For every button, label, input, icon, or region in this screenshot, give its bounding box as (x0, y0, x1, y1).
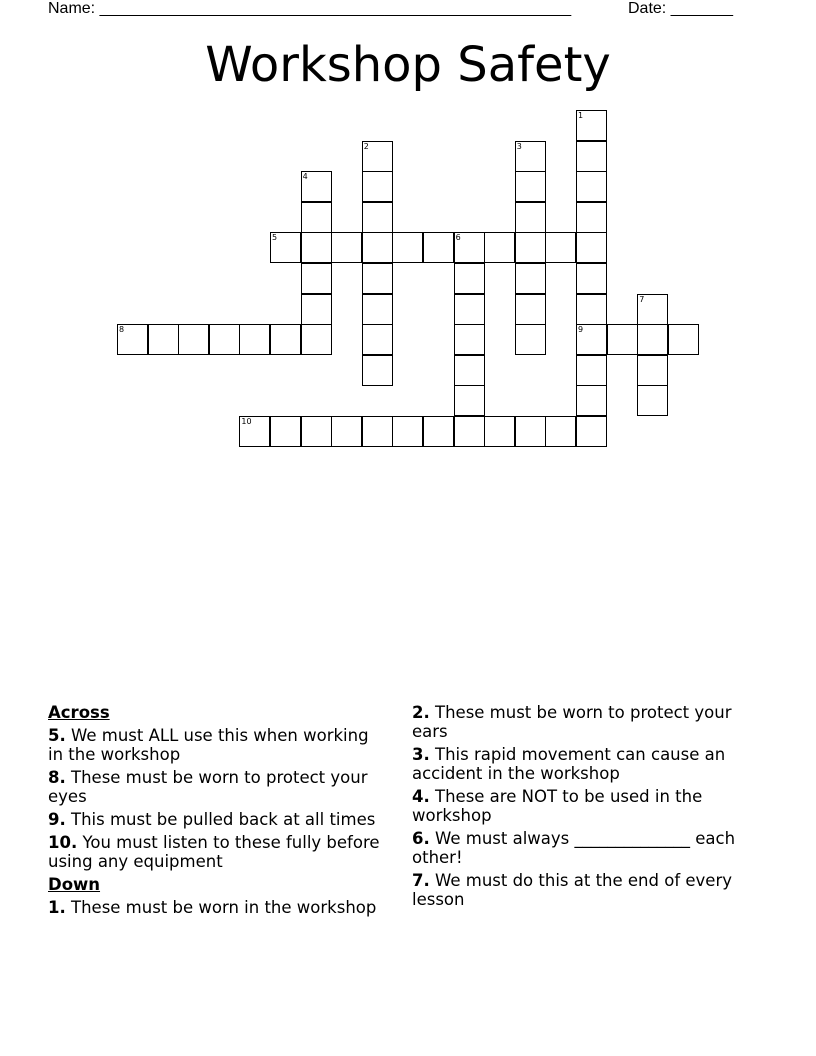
clue-number: 10 (241, 417, 252, 426)
grid-cell[interactable] (576, 324, 607, 355)
clue-across-8: 8. These must be worn to protect your eyes (48, 768, 368, 806)
clue-down-1: 1. These must be worn in the workshop (48, 898, 377, 917)
grid-cell[interactable] (637, 324, 668, 355)
grid-cell[interactable] (637, 294, 668, 325)
grid-cell[interactable] (637, 385, 668, 416)
clue-down-4: 4. These are NOT to be used in the workshop (412, 787, 703, 825)
grid-cell[interactable] (454, 263, 485, 294)
grid-cell[interactable] (545, 232, 576, 263)
clue-number: 5 (272, 233, 278, 243)
crossword-grid (0, 0, 816, 460)
grid-cell[interactable] (362, 263, 393, 294)
grid-cell[interactable] (362, 324, 393, 355)
grid-cell[interactable] (178, 324, 209, 355)
grid-cell[interactable] (637, 355, 668, 386)
grid-cell[interactable] (301, 232, 332, 263)
grid-cell[interactable] (239, 324, 270, 355)
grid-cell[interactable] (239, 416, 270, 447)
clues-right-column (412, 703, 752, 913)
grid-cell[interactable] (515, 232, 546, 263)
grid-cell[interactable] (576, 294, 607, 325)
grid-cell[interactable] (362, 416, 393, 447)
grid-cell[interactable] (301, 263, 332, 294)
clue-across-10: 10. You must listen to these fully before using any equipment (48, 833, 380, 871)
grid-cell[interactable] (484, 232, 515, 263)
grid-cell[interactable] (301, 294, 332, 325)
grid-cell[interactable] (515, 294, 546, 325)
grid-cell[interactable] (454, 324, 485, 355)
grid-cell[interactable] (117, 324, 148, 355)
grid-cell[interactable] (515, 416, 546, 447)
grid-cell[interactable] (331, 232, 362, 263)
date-field[interactable]: Date: _______ (628, 0, 733, 17)
clue-number: 8 (119, 325, 125, 335)
grid-cell[interactable] (270, 324, 301, 355)
grid-cell[interactable] (362, 202, 393, 233)
clue-across-9: 9. This must be pulled back at all times (48, 810, 376, 829)
grid-cell[interactable] (576, 110, 607, 141)
grid-cell[interactable] (484, 416, 515, 447)
grid-cell[interactable] (576, 355, 607, 386)
clue-number: 4 (302, 172, 308, 182)
grid-cell[interactable] (209, 324, 240, 355)
grid-cell[interactable] (270, 232, 301, 263)
grid-cell[interactable] (392, 232, 423, 263)
clue-down-7: 7. We must do this at the end of every lesson (412, 871, 732, 909)
page-title: Workshop Safety (205, 37, 611, 93)
grid-cell[interactable] (362, 355, 393, 386)
clue-number: 1 (578, 111, 584, 120)
grid-cell[interactable] (576, 263, 607, 294)
grid-cell[interactable] (362, 171, 393, 202)
grid-cell[interactable] (515, 202, 546, 233)
name-field[interactable]: Name: _____________________________________________________ (48, 0, 572, 17)
grid-cell[interactable] (454, 416, 485, 447)
across-heading: Across (48, 703, 110, 722)
grid-cell[interactable] (545, 416, 576, 447)
clue-number: 2 (363, 141, 369, 151)
clues-left-column (48, 703, 388, 921)
grid-cell[interactable] (331, 416, 362, 447)
grid-cell[interactable] (576, 141, 607, 172)
clue-down-2: 2. These must be worn to protect your ears (412, 703, 732, 741)
grid-cell[interactable] (362, 232, 393, 263)
clue-across-5: 5. We must ALL use this when working in the workshop (48, 726, 369, 764)
grid-cell[interactable] (148, 324, 179, 355)
grid-cell[interactable] (301, 324, 332, 355)
grid-cell[interactable] (270, 416, 301, 447)
clue-number: 6 (455, 233, 461, 243)
grid-cell[interactable] (515, 171, 546, 202)
grid-cell[interactable] (423, 232, 454, 263)
grid-cell[interactable] (668, 324, 699, 355)
clue-number: 3 (516, 141, 522, 151)
grid-cell[interactable] (301, 416, 332, 447)
grid-cell[interactable] (301, 202, 332, 233)
grid-cell[interactable] (576, 232, 607, 263)
clue-number: 9 (578, 325, 584, 335)
grid-cell[interactable] (576, 416, 607, 447)
grid-cell[interactable] (454, 232, 485, 263)
grid-cell[interactable] (423, 416, 454, 447)
clue-down-6: 6. We must always ______________ each other! (412, 829, 736, 867)
grid-cell[interactable] (515, 263, 546, 294)
grid-cell[interactable] (392, 416, 423, 447)
grid-cell[interactable] (362, 141, 393, 172)
clue-number: 7 (639, 294, 645, 304)
down-heading: Down (48, 875, 101, 894)
grid-cell[interactable] (576, 202, 607, 233)
grid-cell[interactable] (362, 294, 393, 325)
grid-cell[interactable] (576, 385, 607, 416)
grid-cell[interactable] (454, 294, 485, 325)
grid-cell[interactable] (515, 324, 546, 355)
grid-cell[interactable] (454, 355, 485, 386)
grid-cell[interactable] (515, 141, 546, 172)
grid-cell[interactable] (454, 385, 485, 416)
grid-cell[interactable] (576, 171, 607, 202)
grid-cell[interactable] (301, 171, 332, 202)
clue-down-3: 3. This rapid movement can cause an accident in the workshop (412, 745, 726, 783)
grid-cell[interactable] (607, 324, 638, 355)
